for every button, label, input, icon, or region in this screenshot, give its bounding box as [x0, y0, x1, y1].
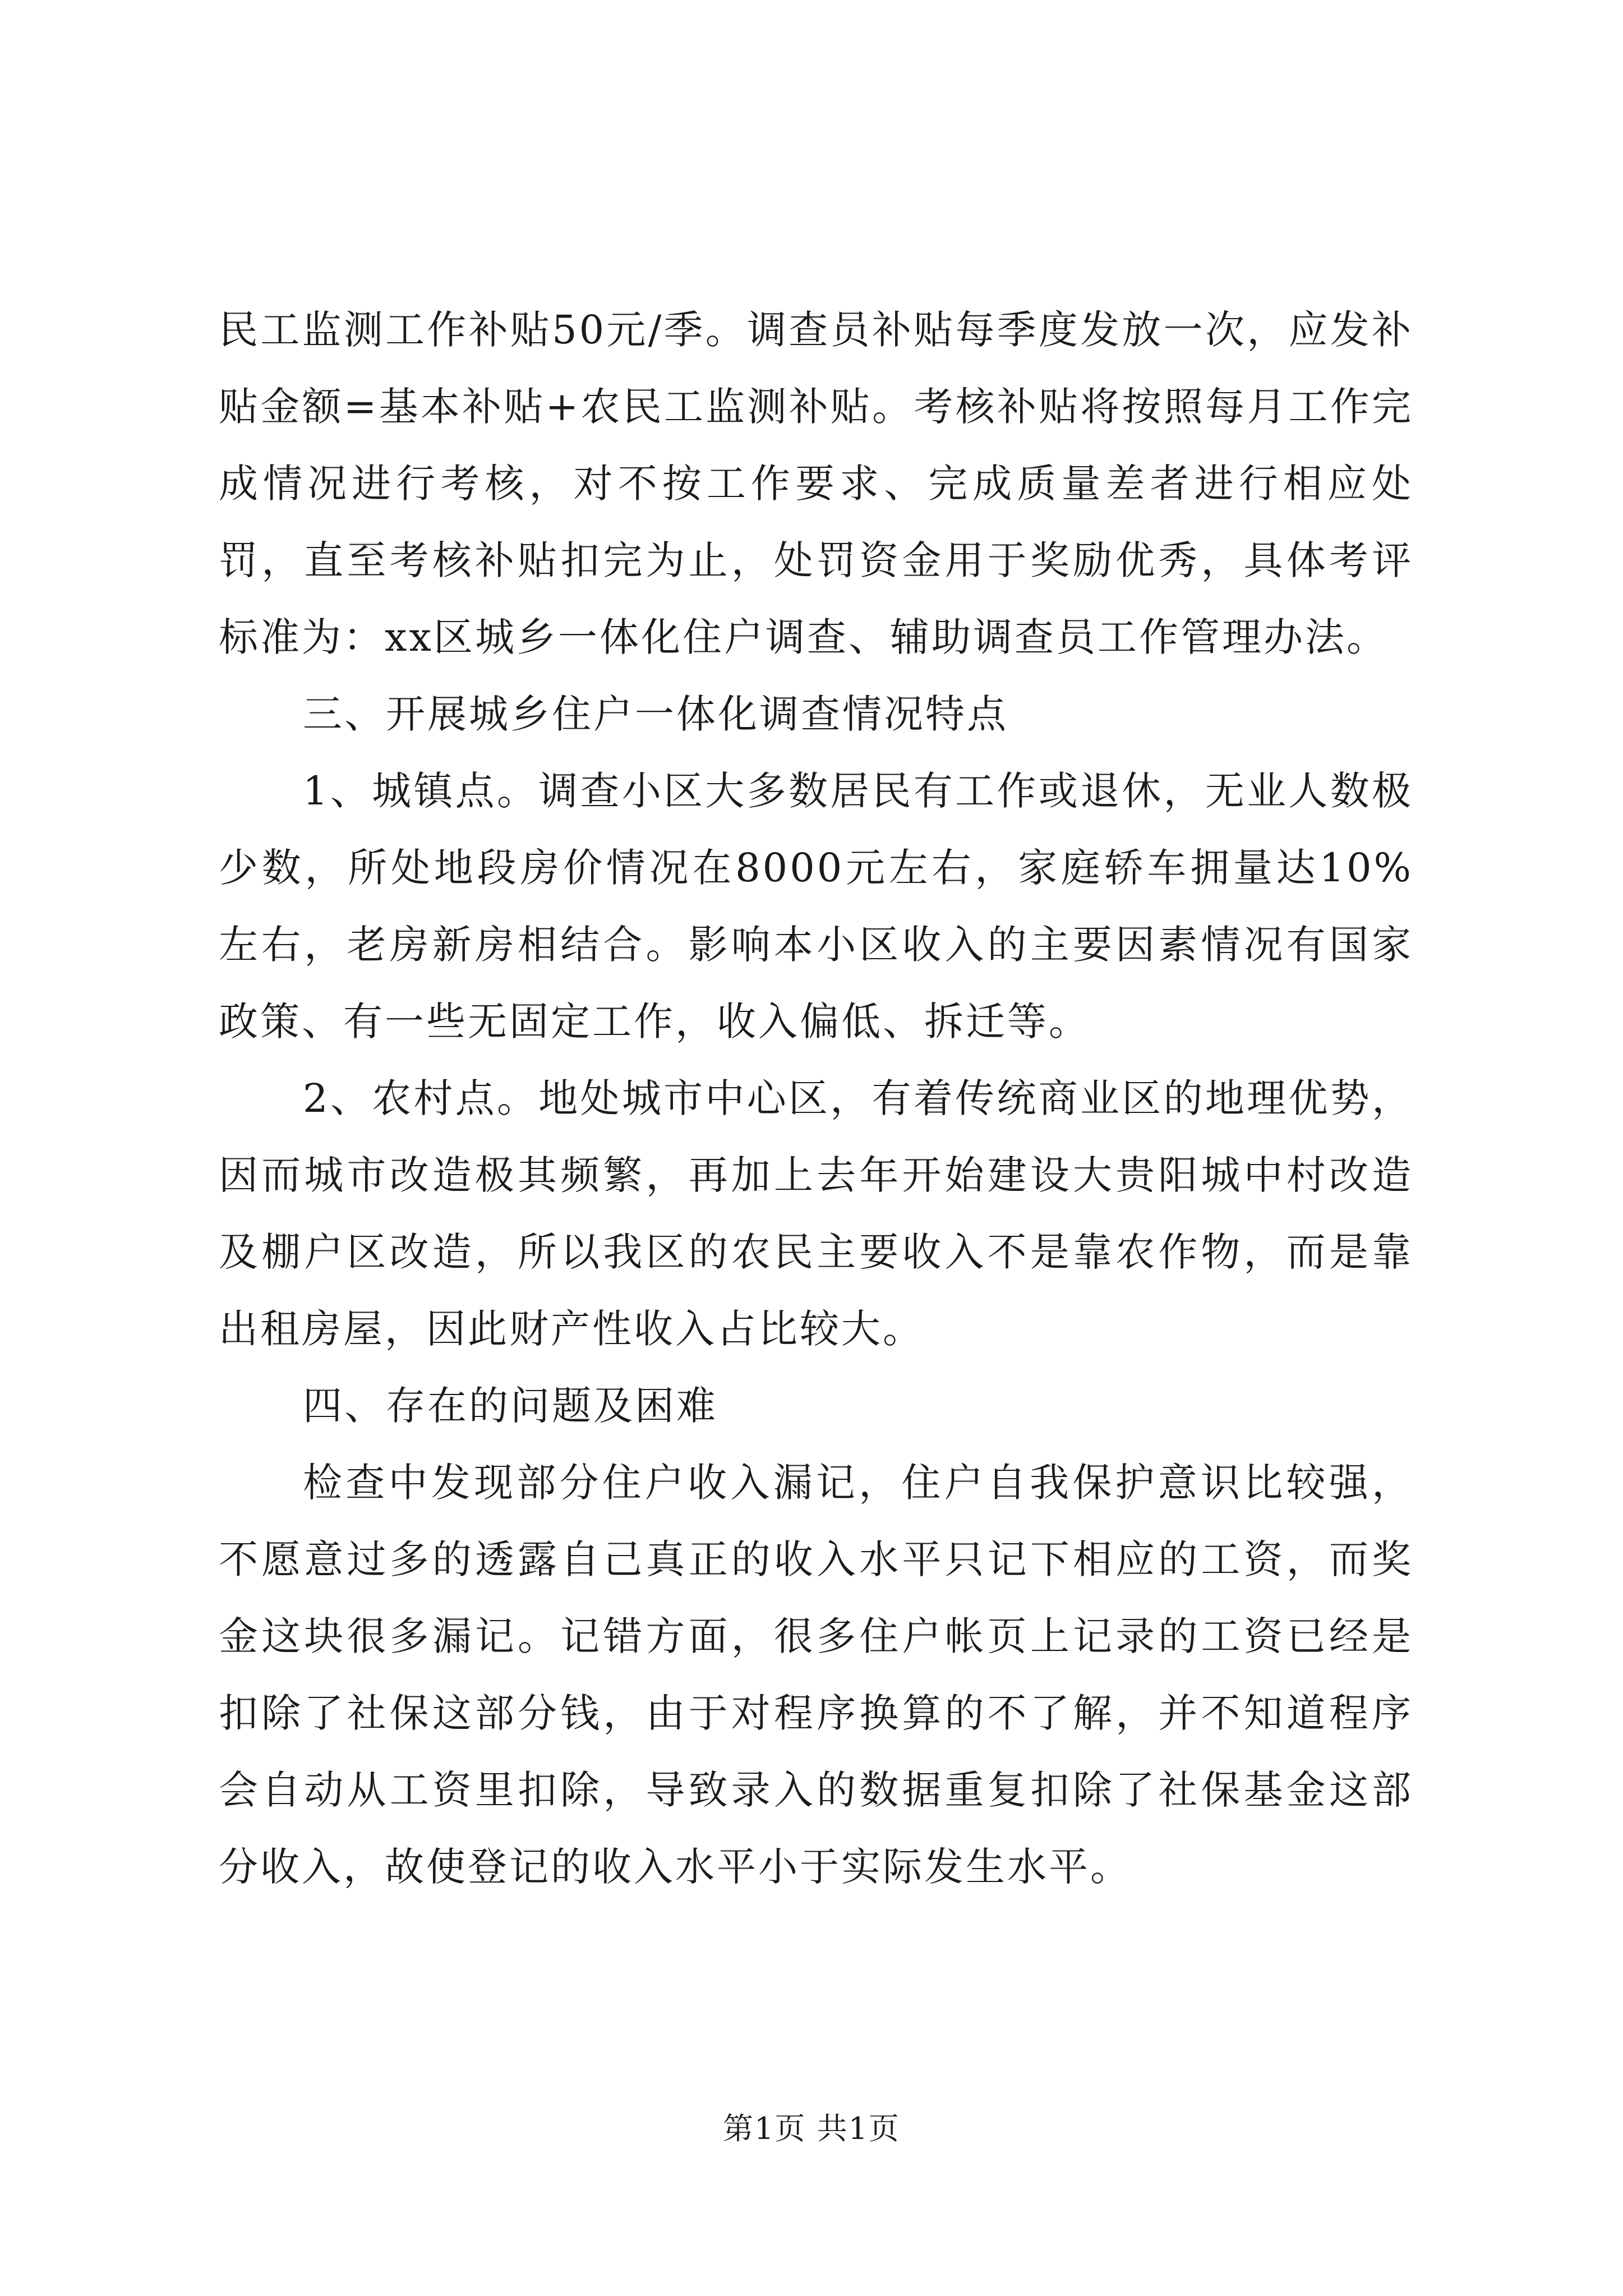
section-heading-three: 三、开展城乡住户一体化调查情况特点	[303, 691, 1008, 737]
section-heading-four: 四、存在的问题及困难	[303, 1383, 718, 1429]
paragraph-rural-points: 2、农村点。地处城市中心区，有着传统商业区的地理优势，因而城市改造极其频繁，再加上去年开始建设大贵阳城中村改造及棚户区改造，所以我区的农民主要收入不是靠农作物，而是靠出租房屋，因此财产性收入占比较大。	[219, 1075, 1413, 1352]
paragraph-problems: 检查中发现部分住户收入漏记，住户自我保护意识比较强，不愿意过多的透露自己真正的收入水平只记下相应的工资，而奖金这块很多漏记。记错方面，很多住户帐页上记录的工资已经是扣除了社保这部分钱，由于对程序换算的不了解，并不知道程序会自动从工资里扣除，导致录入的数据重复扣除了社保基金这部分收入，故使登记的收入水平小于实际发生水平。	[219, 1460, 1413, 1890]
paragraph-urban-points: 1、城镇点。调查小区大多数居民有工作或退休，无业人数极少数，所处地段房价情况在8000元左右，家庭轿车拥量达10%左右，老房新房相结合。影响本小区收入的主要因素情况有国家政策、有一些无固定工作，收入偏低、拆迁等。	[219, 768, 1413, 1045]
page-footer: 第1页 共1页	[723, 2111, 900, 2146]
paragraph-continuation: 民工监测工作补贴50元/季。调查员补贴每季度发放一次，应发补贴金额=基本补贴+农民工监测补贴。考核补贴将按照每月工作完成情况进行考核，对不按工作要求、完成质量差者进行相应处罚，直至考核补贴扣完为止，处罚资金用于奖励优秀，具体考评标准为：xx区城乡一体化住户调查、辅助调查员工作管理办法。	[219, 307, 1413, 660]
document-body	[219, 292, 1413, 1906]
